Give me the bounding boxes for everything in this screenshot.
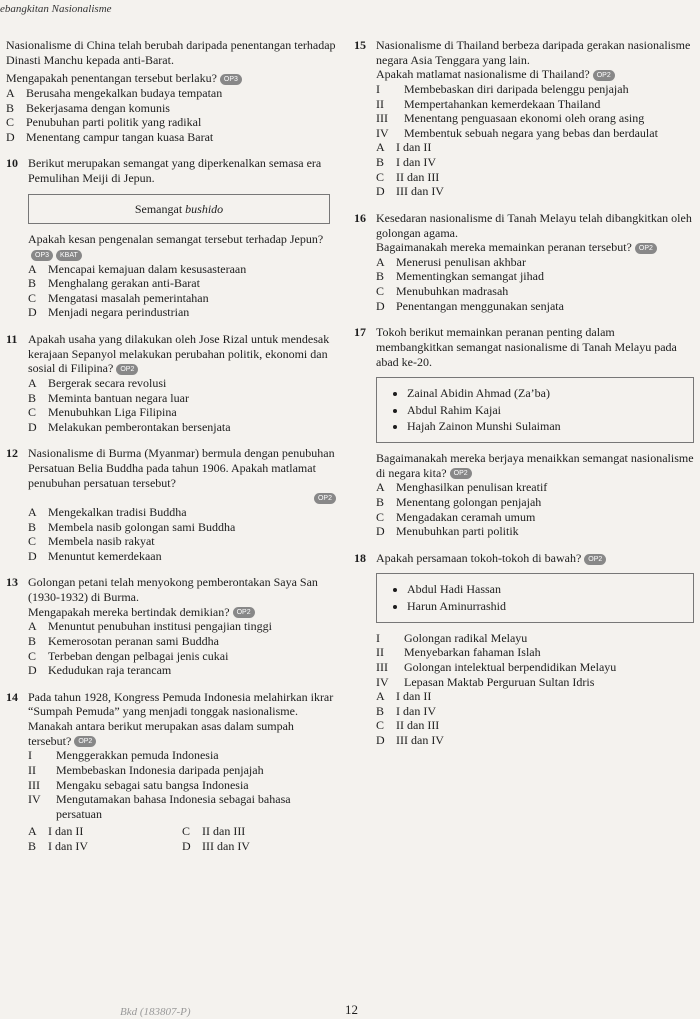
option[interactable]: C Membela nasib rakyat: [28, 534, 155, 549]
option[interactable]: A Menghasilkan penulisan kreatif: [376, 480, 548, 495]
option[interactable]: B Menghalang gerakan anti-Barat: [28, 276, 200, 291]
statement: III Mengaku sebagai satu bangsa Indonesia: [28, 777, 249, 792]
question-prompt: Mengapakah penentangan tersebut berlaku?: [6, 71, 217, 86]
question-13: 13 Golongan petani telah menyokong pemberontakan Saya San (1930-1932) di Burma. Mengapakah mereka bertindak demikian? OP2 A Menuntut penubuhan institusi pengajian tinggi B Kemerosotan peranan sami Buddha C Terbeban dengan pelbagai jenis cukai D Kedudukan raja terancam: [6, 575, 336, 677]
question-11: 11 Apakah usaha yang dilakukan oleh Jose Rizal untuk mendesak kerajaan Sepanyol melakukan perubahan politik, ekonomi dan sosial di Filipina? OP2 A Bergerak secara revolusi B Meminta bantuan negara luar C Menubuhkan Liga Filipina D Melakukan pemberontakan bersenjata: [6, 332, 336, 434]
option[interactable]: A I dan II: [28, 824, 84, 839]
option[interactable]: D Kedudukan raja terancam: [28, 663, 172, 678]
question-number: 13: [6, 575, 18, 590]
question-text: Nasionalisme di Thailand berbeza daripada gerakan nasionalisme negara Asia Tenggara yang lain.: [376, 38, 691, 67]
option[interactable]: C Menubuhkan Liga Filipina: [28, 405, 177, 420]
option[interactable]: D Menjadi negara perindustrian: [28, 305, 190, 320]
option[interactable]: C Penubuhan parti politik yang radikal: [6, 115, 202, 130]
figures-box: [376, 573, 694, 622]
figure-name: • Zainal Abidin Ahmad (Za’ba): [407, 386, 683, 401]
question-text: Pada tahun 1928, Kongress Pemuda Indonesia melahirkan ikrar “Sumpah Pemuda” yang menjadi tonggak nasionalisme.: [28, 689, 334, 719]
question-number: 14: [6, 689, 18, 704]
stimulus-box: Semangat bushido: [28, 194, 330, 225]
option[interactable]: A I dan II: [376, 689, 432, 704]
question-prompt: Apakah kesan pengenalan semangat tersebut terhadap Jepun?: [28, 232, 324, 247]
question-text: Nasionalisme di Burma (Myanmar) bermula dengan penubuhan Persatuan Belia Buddha pada tahun 1906. Apakah matlamat penubuhan persatuan tersebut?: [28, 446, 335, 490]
option[interactable]: C Terbeban dengan pelbagai jenis cukai: [28, 648, 229, 663]
question-14: 14 Pada tahun 1928, Kongress Pemuda Indonesia melahirkan ikrar “Sumpah Pemuda” yang menjadi tonggak nasionalisme. Manakah antara berikut merupakan asas dalam sumpah tersebut? OP2 I Menggerakkan pemuda Indonesia II Membebaskan Indonesia daripada penjajah III Mengaku sebagai satu bangsa Indonesia IV Mengutamakan bahasa Indonesia sebagai bahasa persatuan A I dan II C II dan III B I dan IV D III dan IV: [6, 690, 336, 854]
option[interactable]: B Membela nasib golongan sami Buddha: [28, 519, 236, 534]
option[interactable]: C II dan III: [376, 169, 440, 184]
statement: I Menggerakkan pemuda Indonesia: [28, 748, 219, 763]
option[interactable]: B Kemerosotan peranan sami Buddha: [28, 633, 219, 648]
option[interactable]: D Penentangan menggunakan senjata: [376, 298, 564, 313]
figure-name: • Abdul Rahim Kajai: [407, 403, 683, 418]
option[interactable]: B Meminta bantuan negara luar: [28, 390, 189, 405]
option[interactable]: A I dan II: [376, 140, 432, 155]
publisher-code: Bkd (183807-P): [120, 1006, 191, 1018]
question-text: Golongan petani telah menyokong pemberontakan Saya San (1930-1932) di Burma.: [28, 575, 318, 604]
option[interactable]: A Mengekalkan tradisi Buddha: [28, 504, 187, 519]
question-number: 10: [6, 156, 18, 171]
option[interactable]: D Melakukan pemberontakan bersenjata: [28, 419, 231, 434]
option[interactable]: C II dan III: [182, 824, 246, 839]
question-16: 16 Kesedaran nasionalisme di Tanah Melayu telah dibangkitkan oleh golongan agama. Bagaimanakah mereka memainkan peranan tersebut? OP2 A Menerusi penulisan akhbar B Mementingkan semangat jihad C Menubuhkan madrasah D Penentangan menggunakan senjata: [354, 211, 694, 313]
option[interactable]: B Mementingkan semangat jihad: [376, 269, 544, 284]
options: [28, 824, 336, 853]
option[interactable]: B I dan IV: [28, 839, 88, 853]
figure-name: • Hajah Zainon Munshi Sulaiman: [407, 419, 683, 434]
option[interactable]: A Menuntut penubuhan institusi pengajian tinggi: [28, 619, 272, 634]
options: [6, 86, 336, 145]
question-15: 15 Nasionalisme di Thailand berbeza daripada gerakan nasionalisme negara Asia Tenggara yang lain. Apakah matlamat nasionalisme di Thailand? OP2 I Membebaskan diri daripada belenggu penjajah II Mempertahankan kemerdekaan Thailand III Menentang penguasaan ekonomi oleh orang asing IV Membentuk sebuah negara yang bebas dan berdaulat A I dan II B I dan IV C II dan III D III dan IV: [354, 38, 694, 199]
question-number: 15: [354, 38, 366, 52]
op-badge: OP3: [220, 74, 242, 85]
option[interactable]: D III dan IV: [376, 733, 444, 747]
question-number: 12: [6, 446, 18, 461]
question-text: Nasionalisme di China telah berubah daripada penentangan terhadap Dinasti Manchu kepada anti-Barat.: [6, 38, 336, 67]
option[interactable]: A Bergerak secara revolusi: [28, 375, 167, 390]
question-number: 16: [354, 210, 366, 225]
option[interactable]: A Mencapai kemajuan dalam kesusasteraan: [28, 261, 247, 276]
question-prompt: Bagaimanakah mereka memainkan peranan tersebut?: [376, 240, 632, 255]
question-prompt: Manakah antara berikut merupakan asas dalam sumpah tersebut?: [28, 719, 294, 748]
question-9-continued: [6, 38, 336, 144]
statement: II Mempertahankan kemerdekaan Thailand: [376, 96, 601, 111]
question-prompt: Apakah matlamat nasionalisme di Thailand?: [376, 67, 590, 82]
statement: IV Membentuk sebuah negara yang bebas dan berdaulat: [376, 125, 658, 140]
statement: I Membebaskan diri daripada belenggu penjajah: [376, 81, 629, 96]
statement: II Menyebarkan fahaman Islah: [376, 645, 541, 660]
option[interactable]: B I dan IV: [376, 703, 436, 718]
statement: I Golongan radikal Melayu: [376, 630, 528, 645]
option[interactable]: D Menubuhkan parti politik: [376, 524, 519, 539]
option[interactable]: D Menuntut kemerdekaan: [28, 548, 162, 563]
question-number: 17: [354, 325, 366, 340]
statement: II Membebaskan Indonesia daripada penjajah: [28, 762, 264, 777]
question-number: 18: [354, 550, 366, 565]
option[interactable]: A Menerusi penulisan akhbar: [376, 254, 526, 269]
question-prompt: Mengapakah mereka bertindak demikian?: [28, 604, 230, 619]
option[interactable]: C Mengatasi masalah pemerintahan: [28, 290, 209, 305]
figure-name: • Abdul Hadi Hassan: [407, 582, 683, 597]
option[interactable]: B Menentang golongan penjajah: [376, 494, 542, 509]
option[interactable]: C Mengadakan ceramah umum: [376, 509, 536, 524]
question-18: 18 Apakah persamaan tokoh-tokoh di bawah? OP2 • Abdul Hadi Hassan • Harun Aminurrashid I Golongan radikal Melayu II Menyebarkan fahaman Islah III Golongan intelektual berpendidikan Melayu IV Lepasan Maktab Perguruan Sultan Idris A I dan II B I dan IV C II dan III D III dan IV: [354, 551, 694, 748]
option[interactable]: D III dan IV: [376, 184, 444, 199]
question-12: 12 Nasionalisme di Burma (Myanmar) bermula dengan penubuhan Persatuan Belia Buddha pada tahun 1906. Apakah matlamat penubuhan persatuan tersebut? OP2 A Mengekalkan tradisi Buddha B Membela nasib golongan sami Buddha C Membela nasib rakyat D Menuntut kemerdekaan: [6, 446, 335, 563]
question-text: Apakah usaha yang dilakukan oleh Jose Rizal untuk mendesak kerajaan Sepanyol melakukan perubahan politik, ekonomi dan sosial di Filipina?: [28, 332, 330, 376]
option[interactable]: A Berusaha mengekalkan budaya tempatan: [6, 85, 223, 100]
figures-box: [376, 377, 694, 443]
statement: IV Lepasan Maktab Perguruan Sultan Idris: [376, 674, 595, 689]
statement: III Golongan intelektual berpendidikan Melayu: [376, 659, 617, 674]
question-text: Tokoh berikut memainkan peranan penting dalam membangkitkan semangat nasionalisme di Tanah Melayu pada abad ke-20.: [376, 325, 677, 369]
question-17: 17 Tokoh berikut memainkan peranan penting dalam membangkitkan semangat nasionalisme di Tanah Melayu pada abad ke-20. • Zainal Abidin Ahmad (Za’ba) • Abdul Rahim Kajai • Hajah Zainon Munshi Sulaiman Bagaimanakah mereka berjaya menaikkan semangat nasionalisme di negara kita? OP2 A Menghasilkan penulisan kreatif B Menentang golongan penjajah C Mengadakan ceramah umum D Menubuhkan parti politik: [354, 325, 694, 539]
question-text: Berikut merupakan semangat yang diperkenalkan semasa era Pemulihan Meiji di Jepun.: [28, 156, 322, 185]
option[interactable]: D III dan IV: [182, 839, 250, 853]
question-number: 11: [6, 332, 18, 346]
statement: IV Mengutamakan bahasa Indonesia sebagai bahasa persatuan: [28, 792, 291, 821]
question-text: Apakah persamaan tokoh-tokoh di bawah?: [376, 550, 582, 565]
option[interactable]: B I dan IV: [376, 155, 436, 169]
statement: III Menentang penguasaan ekonomi oleh orang asing: [376, 111, 645, 126]
left-column: [6, 38, 336, 866]
option[interactable]: B Bekerjasama dengan komunis: [6, 100, 170, 115]
chapter-header: ebangkitan Nasionalisme: [0, 3, 112, 15]
figure-name: • Harun Aminurrashid: [407, 599, 683, 614]
right-column: [354, 38, 694, 760]
question-text: Kesedaran nasionalisme di Tanah Melayu telah dibangkitkan oleh golongan agama.: [376, 210, 692, 240]
question-prompt: Bagaimanakah mereka berjaya menaikkan semangat nasionalisme di negara kita?: [376, 451, 694, 480]
option[interactable]: C II dan III: [376, 718, 440, 733]
option[interactable]: D Menentang campur tangan kuasa Barat: [6, 129, 214, 144]
page-number: 12: [345, 1002, 358, 1017]
question-10: 10 Berikut merupakan semangat yang diperkenalkan semasa era Pemulihan Meiji di Jepun. Semangat bushido Apakah kesan pengenalan semangat tersebut terhadap Jepun?OP3 KBAT A Mencapai kemajuan dalam kesusasteraan B Menghalang gerakan anti-Barat C Mengatasi masalah pemerintahan D Menjadi negara perindustrian: [6, 156, 336, 320]
option[interactable]: C Menubuhkan madrasah: [376, 284, 509, 298]
